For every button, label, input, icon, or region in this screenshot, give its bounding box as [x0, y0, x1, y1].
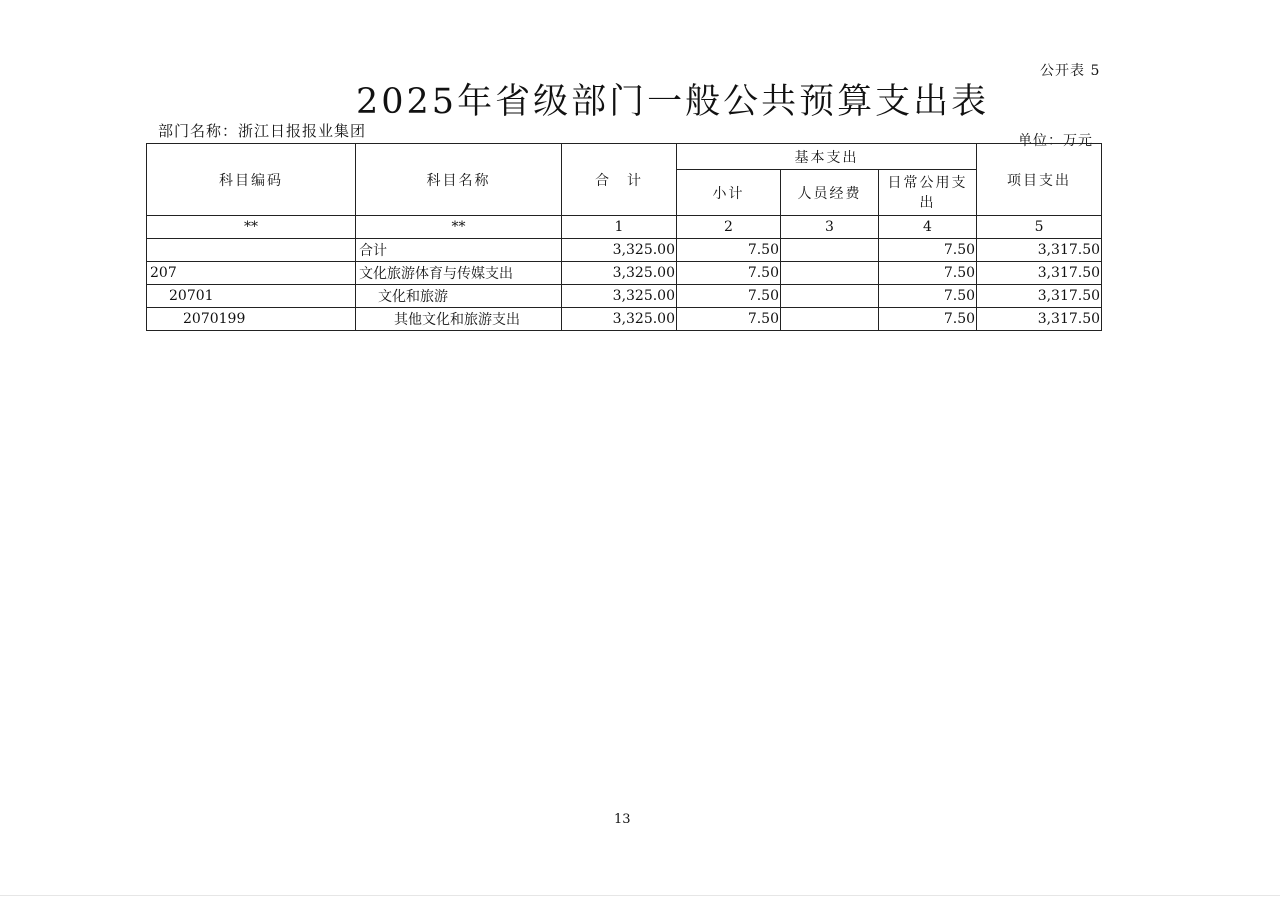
row-total: 3,325.00 [562, 239, 677, 262]
row-code: 2070199 [147, 308, 356, 331]
unit-label: 单位：万元 [1018, 133, 1093, 149]
row-name: 合计 [356, 239, 562, 262]
row-code: 20701 [147, 285, 356, 308]
header-basic-group: 基本支出 [677, 144, 977, 170]
header-personnel: 人员经费 [781, 170, 879, 216]
index-cell: ** [356, 216, 562, 239]
row-public-use: 7.50 [879, 285, 977, 308]
department-name: 部门名称：浙江日报报业集团 [158, 122, 367, 140]
page-number: 13 [614, 812, 631, 827]
row-total: 3,325.00 [562, 308, 677, 331]
row-subtotal: 7.50 [677, 262, 781, 285]
table-row [147, 285, 1102, 308]
row-project: 3,317.50 [977, 262, 1102, 285]
row-public-use: 7.50 [879, 262, 977, 285]
row-project: 3,317.50 [977, 308, 1102, 331]
row-subtotal: 7.50 [677, 285, 781, 308]
row-project: 3,317.50 [977, 239, 1102, 262]
index-cell: ** [147, 216, 356, 239]
header-public-use: 日常公用支出 [879, 170, 977, 216]
row-personnel [781, 239, 879, 262]
header-subtotal: 小计 [677, 170, 781, 216]
header-code: 科目编码 [147, 144, 356, 216]
table-row [147, 239, 1102, 262]
header-name: 科目名称 [356, 144, 562, 216]
row-personnel [781, 262, 879, 285]
index-row [147, 216, 1102, 239]
row-public-use: 7.50 [879, 239, 977, 262]
row-name: 文化和旅游 [356, 285, 562, 308]
row-subtotal: 7.50 [677, 239, 781, 262]
form-number: 公开表 5 [1040, 63, 1101, 79]
table-row [147, 262, 1102, 285]
row-total: 3,325.00 [562, 262, 677, 285]
index-cell: 1 [562, 216, 677, 239]
row-subtotal: 7.50 [677, 308, 781, 331]
index-cell: 4 [879, 216, 977, 239]
row-personnel [781, 285, 879, 308]
row-personnel [781, 308, 879, 331]
header-total: 合 计 [562, 144, 677, 216]
header-project: 项目支出 [977, 144, 1102, 216]
header-row-1 [147, 144, 1102, 170]
page-title: 2025年省级部门一般公共预算支出表 [356, 82, 990, 122]
table-row [147, 308, 1102, 331]
index-cell: 3 [781, 216, 879, 239]
budget-expenditure-table [146, 143, 1102, 331]
scan-edge-line [0, 895, 1280, 896]
index-cell: 5 [977, 216, 1102, 239]
row-public-use: 7.50 [879, 308, 977, 331]
row-total: 3,325.00 [562, 285, 677, 308]
row-code [147, 239, 356, 262]
row-name: 文化旅游体育与传媒支出 [356, 262, 562, 285]
row-code: 207 [147, 262, 356, 285]
row-name: 其他文化和旅游支出 [356, 308, 562, 331]
row-project: 3,317.50 [977, 285, 1102, 308]
index-cell: 2 [677, 216, 781, 239]
